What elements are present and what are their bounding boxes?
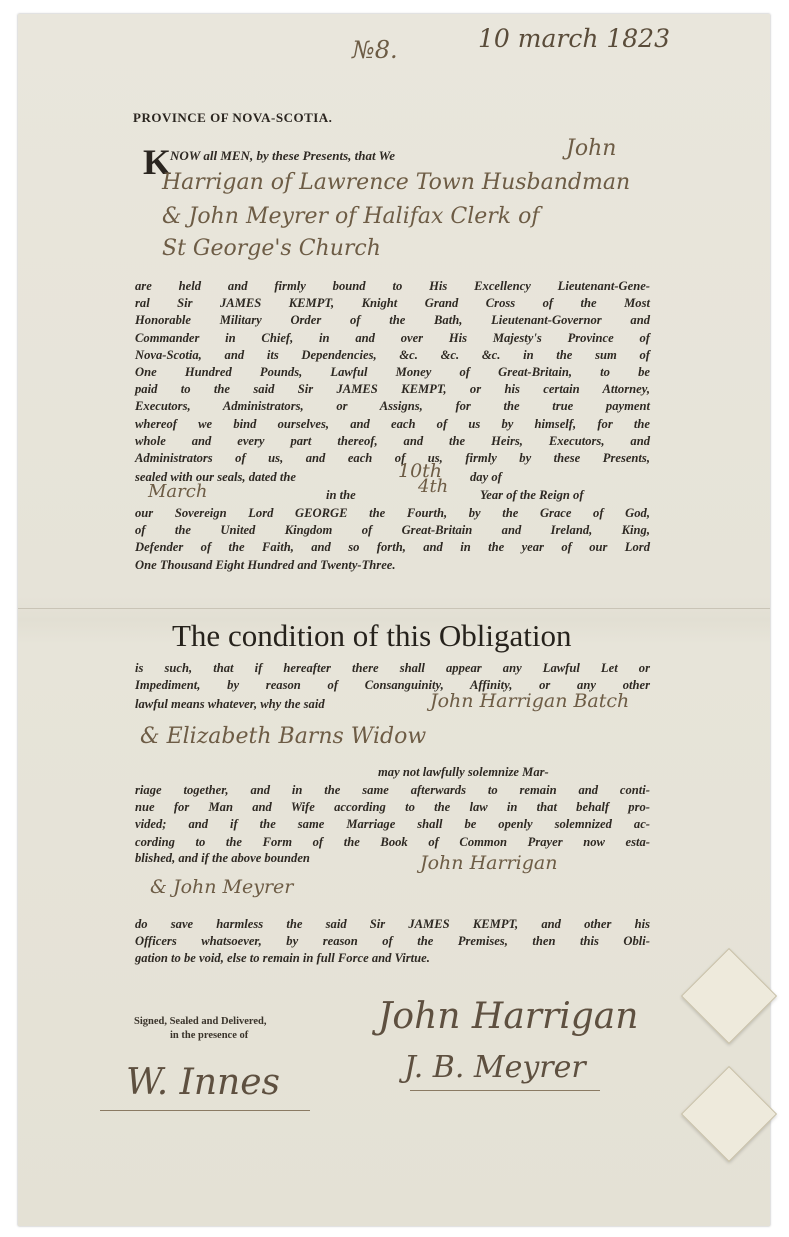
bounden-hand-2: & John Meyrer xyxy=(150,876,294,898)
bond-intro: NOW all MEN, by these Presents, that We xyxy=(170,148,395,163)
in-the: in the xyxy=(326,488,356,502)
province-heading: PROVINCE OF NOVA-SCOTIA. xyxy=(133,110,333,125)
condition-line: gation to be void, else to remain in full Force and Virtue. xyxy=(135,951,430,966)
condition-body-3 xyxy=(135,916,650,968)
bond-body-end xyxy=(135,505,650,574)
signature-meyrer: J. B. Meyrer xyxy=(404,1050,586,1085)
bond-line: are held and firmly bound to His Excellency Lieutenant-Gene- xyxy=(135,279,650,293)
bond-line: our Sovereign Lord GEORGE the Fourth, by the Grace of God, xyxy=(135,506,650,520)
witness-signature: W. Innes xyxy=(126,1062,280,1103)
obligor-hand-0: John xyxy=(566,136,617,161)
bond-line: Defender of the Faith, and so forth, and in the year of our Lord xyxy=(135,540,650,555)
condition-title: The condition of this Obligation xyxy=(172,618,572,653)
solemnize-text: may not lawfully solemnize Mar- xyxy=(378,765,549,779)
witness-flourish xyxy=(100,1110,310,1111)
bond-line: Administrators of us, and each of us, firmly by these Presents, xyxy=(135,451,650,466)
bond-line: whereof we bind ourselves, and each of us by himself, for the xyxy=(135,416,650,431)
reign-suffix: Year of the Reign of xyxy=(480,488,584,502)
condition-body-2 xyxy=(135,782,650,851)
bride-name: & Elizabeth Barns Widow xyxy=(140,724,427,749)
groom-name: John Harrigan Batch xyxy=(430,690,630,712)
bounden-prefix: blished, and if the above bounden xyxy=(135,851,310,865)
signature-harrigan: John Harrigan xyxy=(378,996,639,1037)
said-prefix: lawful means whatever, why the said xyxy=(135,697,325,711)
bond-line: Honorable Military Order of the Bath, Lieutenant-Governor and xyxy=(135,313,650,328)
document-date: 10 march 1823 xyxy=(478,24,670,53)
bond-line: whole and every part thereof, and the Heirs, Executors, and xyxy=(135,433,650,448)
obligor-hand-2: & John Meyrer of Halifax Clerk of xyxy=(162,204,540,229)
condition-line: Impediment, by reason of Consanguinity, Affinity, or any other xyxy=(135,678,650,693)
bond-line: Commander in Chief, in and over His Majesty's Province of xyxy=(135,330,650,345)
condition-line: is such, that if hereafter there shall appear any Lawful Let or xyxy=(135,661,650,675)
drop-cap: K xyxy=(143,142,172,182)
bond-line: One Thousand Eight Hundred and Twenty-Three. xyxy=(135,557,396,572)
signature-flourish xyxy=(410,1090,600,1091)
obligor-hand-1: Harrigan of Lawrence Town Husbandman xyxy=(162,170,631,195)
condition-line: cording to the Form of the Book of Common Prayer now esta- xyxy=(135,834,650,849)
dated-day: 10th xyxy=(398,460,443,482)
bond-line: Nova-Scotia, and its Dependencies, &c. &c. &c. in the sum of xyxy=(135,347,650,362)
witness-label-1: Signed, Sealed and Delivered, xyxy=(134,1016,267,1027)
bond-line: Executors, Administrators, or Assigns, for the true payment xyxy=(135,399,650,414)
condition-line: Officers whatsoever, by reason of the Premises, then this Obli- xyxy=(135,934,650,949)
bounden-hand-1: John Harrigan xyxy=(420,852,558,874)
document-number: №8. xyxy=(352,36,398,64)
reign-year: 4th xyxy=(418,476,449,497)
dated-month: March xyxy=(148,481,208,502)
fold-crease xyxy=(18,608,770,609)
condition-line: do save harmless the said Sir JAMES KEMPT, and other his xyxy=(135,917,650,931)
bond-line: paid to the said Sir JAMES KEMPT, or his certain Attorney, xyxy=(135,382,650,397)
condition-line: riage together, and in the same afterwards to remain and conti- xyxy=(135,783,650,797)
witness-label-2: in the presence of xyxy=(170,1030,249,1041)
bond-line: of the United Kingdom of Great-Britain and Ireland, King, xyxy=(135,523,650,538)
bond-line: ral Sir JAMES KEMPT, Knight Grand Cross of the Most xyxy=(135,296,650,311)
condition-line: vided; and if the same Marriage shall be openly solemnized ac- xyxy=(135,817,650,832)
bond-body xyxy=(135,278,650,467)
dated-suffix: day of xyxy=(470,470,502,484)
condition-line: nue for Man and Wife according to the law in that behalf pro- xyxy=(135,800,650,815)
obligor-hand-3: St George's Church xyxy=(162,236,381,261)
dated-prefix: sealed with our seals, dated the xyxy=(135,470,296,484)
bond-line: One Hundred Pounds, Lawful Money of Great-Britain, to be xyxy=(135,365,650,380)
